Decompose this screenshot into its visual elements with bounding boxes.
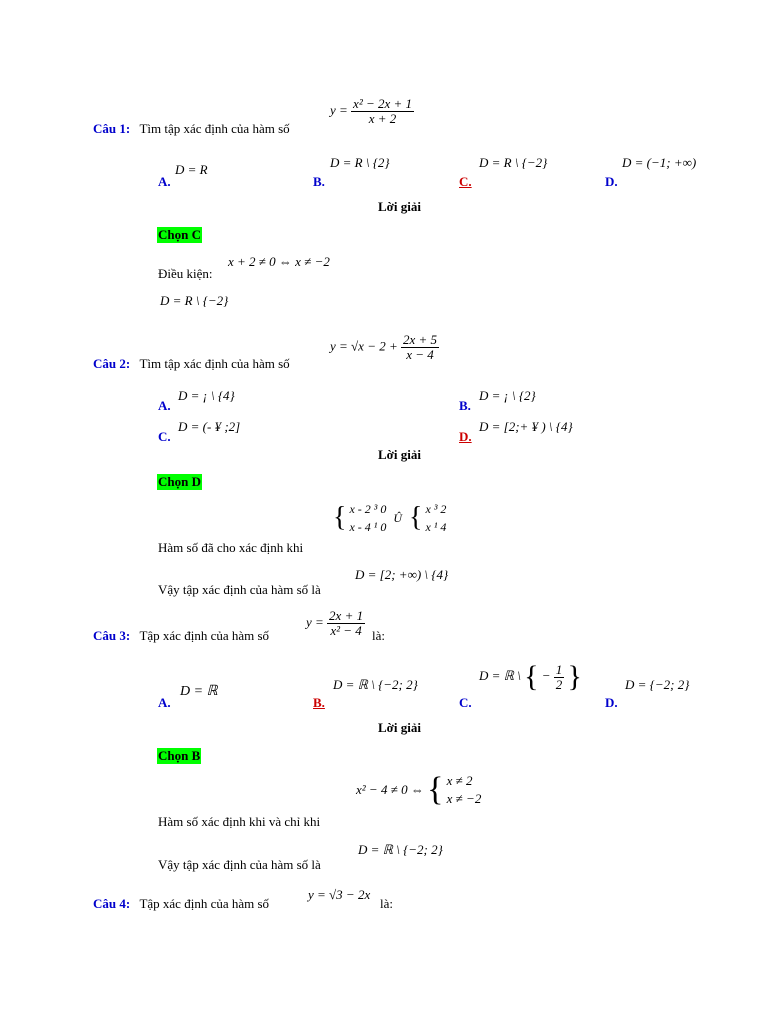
q4-function: y = √3 − 2x [308,887,371,902]
q1-option-b-letter[interactable]: B. [313,174,325,189]
q4-text: Tập xác định của hàm số [139,896,270,911]
q2-option-a-math: D = ¡ \ {4} [178,388,235,403]
q2-solution-title: Lời giải [378,447,421,462]
q3-question [93,628,269,644]
q1-result-math: D = R \ {−2} [160,293,229,308]
q1-option-a-letter[interactable]: A. [158,174,171,189]
q2-option-d-math: D = [2;+ ¥ ) \ {4} [479,419,573,434]
q2-defined-text: Hàm số đã cho xác định khi [158,540,304,555]
q2-sys-left-1: x - 2 ³ 0 [349,502,387,516]
q2-sys-right-2: x ¹ 4 [425,520,447,534]
q2-function: y = √x − 2 + $\frac{2x + 5}{x - 4}$ [330,332,438,362]
q1-condition-label: Điều kiện: [158,266,213,281]
q3-conclusion-math: D = ℝ \ {−2; 2} [358,842,443,857]
q3-text-after: là: [372,628,385,643]
q2-label: Câu 2: [93,356,131,371]
q2-chosen-badge: Chọn D [158,474,201,489]
q1-question [93,121,290,137]
q3-conclusion-text: Vậy tập xác định của hàm số là [158,857,321,872]
q1-chosen-badge: Chọn C [158,227,201,242]
q3-option-d-letter[interactable]: D. [605,695,618,710]
q3-option-c-math: D = ℝ \ { − $\frac{1}{2}$ } [479,660,582,693]
q3-option-b-math: D = ℝ \ {−2; 2} [333,677,418,692]
q3-defined-text: Hàm số xác định khi và chỉ khi [158,814,321,829]
q3-option-d-math: D = {−2; 2} [625,677,690,692]
q2-sys-left-2: x - 4 ¹ 0 [349,520,387,534]
q3-chosen-badge: Chọn B [158,748,201,763]
q1-function: y = $\frac{\text{x² − 2x + 1}}{x + 2}$ [330,96,413,126]
q3-option-c-letter[interactable]: C. [459,695,472,710]
q2-question [93,356,290,372]
q3-sys-lhs: x² − 4 ≠ 0 ⇔ [356,782,424,797]
q4-label: Câu 4: [93,896,131,911]
q1-option-c-math: D = R \ {−2} [479,155,548,170]
q1-option-c-letter[interactable]: C. [459,174,472,189]
q4-text-after: là: [380,896,393,911]
q3-option-a-letter[interactable]: A. [158,695,171,710]
q1-option-a-math: D = R [175,162,208,177]
q3-sys-2: x ≠ −2 [446,791,482,806]
q1-option-d-letter[interactable]: D. [605,174,618,189]
q2-option-b-letter[interactable]: B. [459,398,471,413]
q2-option-d-letter[interactable]: D. [459,429,472,444]
q2-sys-right-1: x ³ 2 [425,502,447,516]
q2-option-b-math: D = ¡ \ {2} [479,388,536,403]
q1-option-d-math: D = (−1; +∞) [622,155,697,170]
q2-sys-mid: Û [393,510,403,525]
q3-function: y = $\frac{2x + 1}{\text{x² − 4}}$ [306,608,364,638]
q1-condition-math: x + 2 ≠ 0 ⇔ x ≠ −2 [228,254,330,269]
q2-system: { x - 2 ³ 0 x - 4 ¹ 0 Û { x ³ 2 x ¹ 4 [333,502,447,534]
q1-label: Câu 1: [93,121,131,136]
q1-solution-title: Lời giải [378,199,421,214]
q2-conclusion-math: D = [2; +∞) \ {4} [355,567,449,582]
q3-sys-1: x ≠ 2 [446,773,473,788]
q3-system: x² − 4 ≠ 0 ⇔ { x ≠ 2 x ≠ −2 [356,771,482,808]
q3-option-a-math: D = ℝ [180,684,218,699]
q4-question [93,896,269,912]
q3-text: Tập xác định của hàm số [139,628,270,643]
q3-solution-title: Lời giải [378,720,421,735]
q2-text: Tìm tập xác định của hàm số [139,356,290,371]
q2-option-c-letter[interactable]: C. [158,429,171,444]
q2-conclusion-text: Vậy tập xác định của hàm số là [158,582,321,597]
q3-label: Câu 3: [93,628,131,643]
q2-option-c-math: D = (- ¥ ;2] [178,419,241,434]
q1-text: Tìm tập xác định của hàm số [139,121,290,136]
q2-option-a-letter[interactable]: A. [158,398,171,413]
q1-option-b-math: D = R \ {2} [330,155,390,170]
q3-option-b-letter[interactable]: B. [313,695,325,710]
